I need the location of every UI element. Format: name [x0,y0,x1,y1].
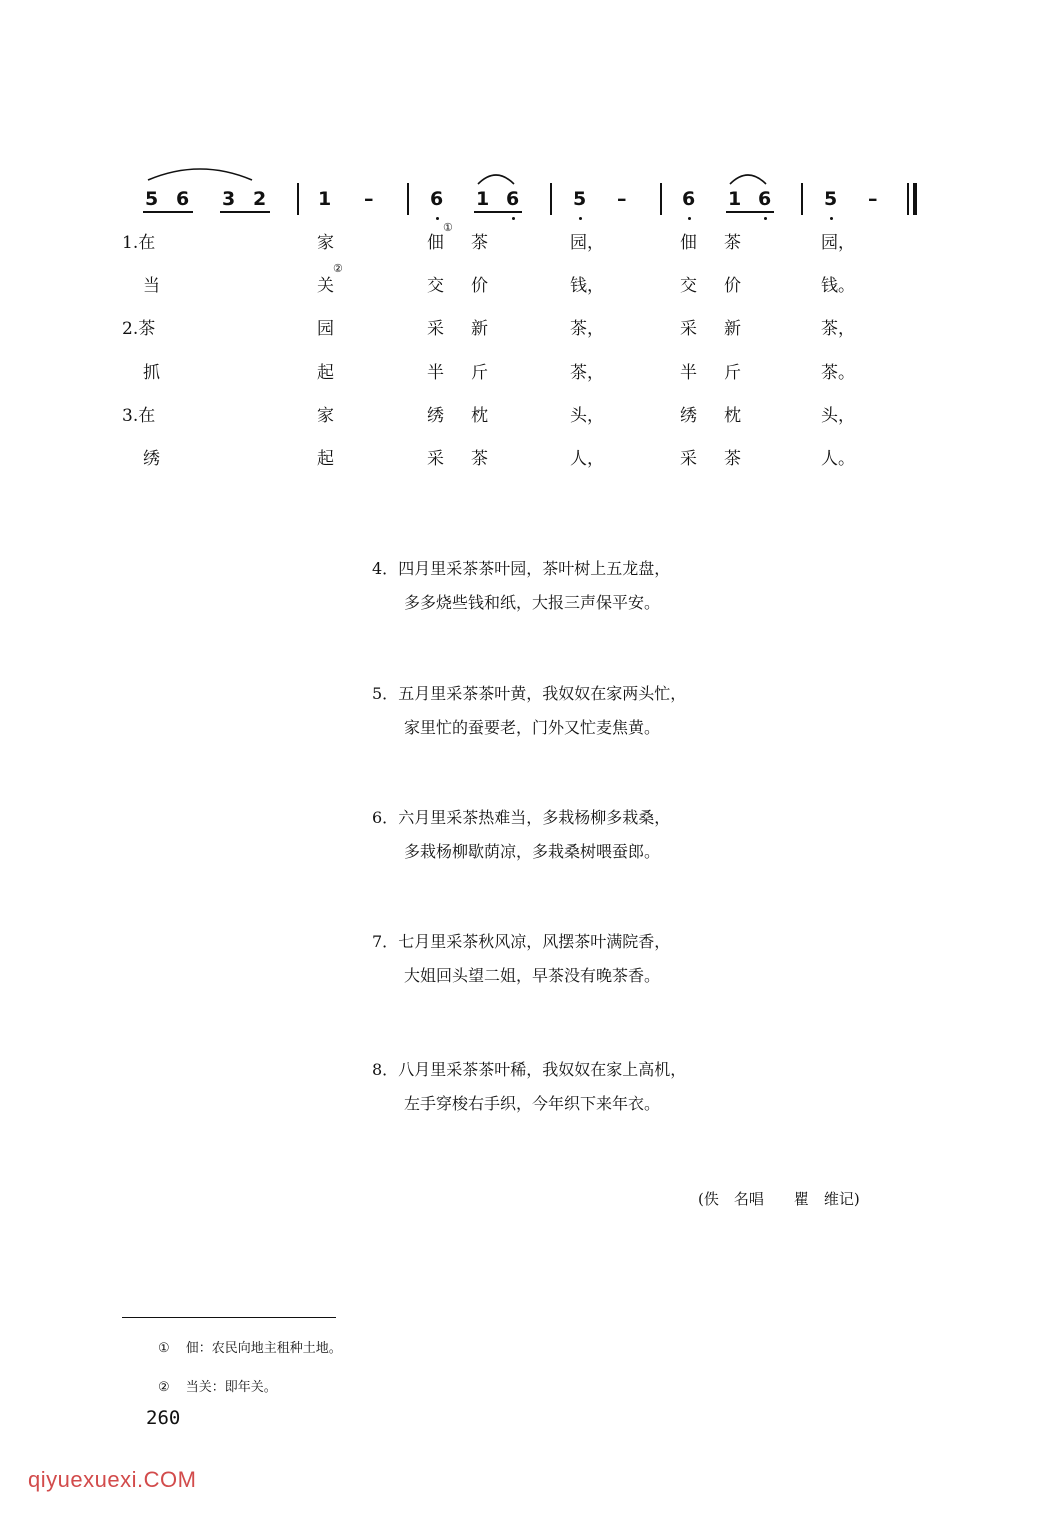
lyric-syllable: 头， [570,406,604,426]
lyric-syllable: 绣 [143,449,160,469]
footnote [158,1337,342,1356]
lyric-syllable: 茶， [821,319,855,339]
note: 1 [728,188,742,210]
slur-2 [478,175,514,184]
verse-number: 5． [372,684,399,703]
lyric-syllable: 家 [317,233,334,253]
lyric-syllable: 园， [821,233,855,253]
lyric-syllable: 家 [317,406,334,426]
lyric-syllable: 头， [821,406,855,426]
lyric-syllable: 1.在 [122,233,156,253]
slur-marks [0,0,1054,220]
verse-number: 7． [372,932,399,951]
note: – [617,188,627,210]
bar-line [550,183,552,215]
lyric-syllable: 交 [427,276,444,296]
note: 6 [430,188,444,210]
lyric-syllable: 抓 [143,363,160,383]
footnote-mark: ① [158,1341,170,1356]
lyric-syllable: 价 [724,276,741,296]
lyric-syllable: 新 [724,319,741,339]
lyric-syllable: 茶 [724,449,741,469]
footnote-text: 当关：即年关。 [185,1380,277,1395]
lyric-syllable: 佃 [680,233,697,253]
verse-block [372,1053,686,1121]
verse-line: 大姐回头望二姐，早茶没有晚茶香。 [404,966,661,985]
verse-block [372,677,686,745]
beam [220,211,270,213]
final-bar-thick [913,183,917,215]
footnote-mark: ① [443,221,453,234]
lyric-syllable: 园， [570,233,604,253]
verse-line: 六月里采茶热难当，多栽杨柳多栽桑， [398,808,671,827]
lyric-syllable: 新 [471,319,488,339]
lyric-syllable: 钱。 [821,276,855,296]
lyric-syllable: 茶 [471,449,488,469]
note: 5 [145,188,159,210]
page-number: 260 [146,1407,181,1429]
bar-line [660,183,662,215]
note: 3 [222,188,236,210]
footnote-divider [122,1317,336,1318]
verse-block [372,925,670,993]
low-octave-dot [830,217,833,220]
low-octave-dot [688,217,691,220]
note: 5 [824,188,838,210]
note: 2 [253,188,267,210]
verse-line: 多多烧些钱和纸，大报三声保平安。 [404,593,661,612]
note: 1 [476,188,490,210]
verse-line: 四月里采茶茶叶园，茶叶树上五龙盘， [398,559,671,578]
verse-line: 五月里采茶茶叶黄，我奴奴在家两头忙， [398,684,687,703]
bar-line [407,183,409,215]
note: 6 [758,188,772,210]
verse-block [372,801,670,869]
lyric-syllable: 枕 [724,406,741,426]
low-octave-dot [579,217,582,220]
lyric-syllable: 采 [427,449,444,469]
beam [474,211,522,213]
final-bar-thin [907,183,909,215]
lyric-syllable: 3.在 [122,406,156,426]
lyric-syllable: 斤 [471,363,488,383]
lyric-syllable: 茶 [471,233,488,253]
note: – [868,188,878,210]
lyric-syllable: 采 [680,319,697,339]
verse-line: 家里忙的蚕要老，门外又忙麦焦黄。 [404,718,661,737]
slur-3 [730,175,766,184]
lyric-syllable: 茶。 [821,363,855,383]
verse-line: 八月里采茶茶叶稀，我奴奴在家上高机， [398,1060,687,1079]
verse-line: 多栽杨柳歇荫凉，多栽桑树喂蚕郎。 [404,842,661,861]
bar-line [297,183,299,215]
verse-line: 左手穿梭右手织，今年织下来年衣。 [404,1094,661,1113]
lyric-syllable: 起 [317,449,334,469]
beam [726,211,774,213]
lyric-syllable: 斤 [724,363,741,383]
lyric-syllable: 绣 [680,406,697,426]
note: – [364,188,374,210]
lyric-syllable: 园 [317,319,334,339]
verse-block [372,552,670,620]
verse-number: 6． [372,808,399,827]
low-octave-dot [436,217,439,220]
lyric-syllable: 半 [680,363,697,383]
lyric-syllable: 采 [680,449,697,469]
lyric-syllable: 起 [317,363,334,383]
lyric-syllable: 绣 [427,406,444,426]
lyric-syllable: 采 [427,319,444,339]
lyric-syllable: 人。 [821,449,855,469]
verse-number: 4． [372,559,399,578]
footnote-text: 佃：农民向地主租种土地。 [185,1341,342,1356]
lyric-syllable: 半 [427,363,444,383]
note: 1 [318,188,332,210]
footnote [158,1376,277,1395]
verse-number: 8． [372,1060,399,1079]
low-octave-dot [764,217,767,220]
verse-line: 七月里采茶秋风凉，风摆茶叶满院香， [398,932,671,951]
note: 6 [682,188,696,210]
lyric-syllable: 关 [317,276,334,296]
lyric-syllable: 当 [143,276,160,296]
lyric-syllable: 交 [680,276,697,296]
credit-line: (佚 名唱 瞿 维记) [698,1190,860,1208]
lyric-syllable: 钱， [570,276,604,296]
slur-1 [148,169,252,180]
note: 6 [506,188,520,210]
lyric-syllable: 茶 [724,233,741,253]
beam [143,211,193,213]
lyric-syllable: 茶， [570,363,604,383]
note: 6 [176,188,190,210]
footnote-mark: ② [158,1380,170,1395]
watermark: qiyuexuexi.COM [28,1467,197,1492]
lyric-syllable: 人， [570,449,604,469]
lyric-syllable: 佃 [427,233,444,253]
bar-line [801,183,803,215]
note: 5 [573,188,587,210]
lyric-syllable: 价 [471,276,488,296]
lyric-syllable: 2.茶 [122,319,156,339]
lyric-syllable: 茶， [570,319,604,339]
footnote-mark: ② [333,262,343,275]
low-octave-dot [512,217,515,220]
lyric-syllable: 枕 [471,406,488,426]
